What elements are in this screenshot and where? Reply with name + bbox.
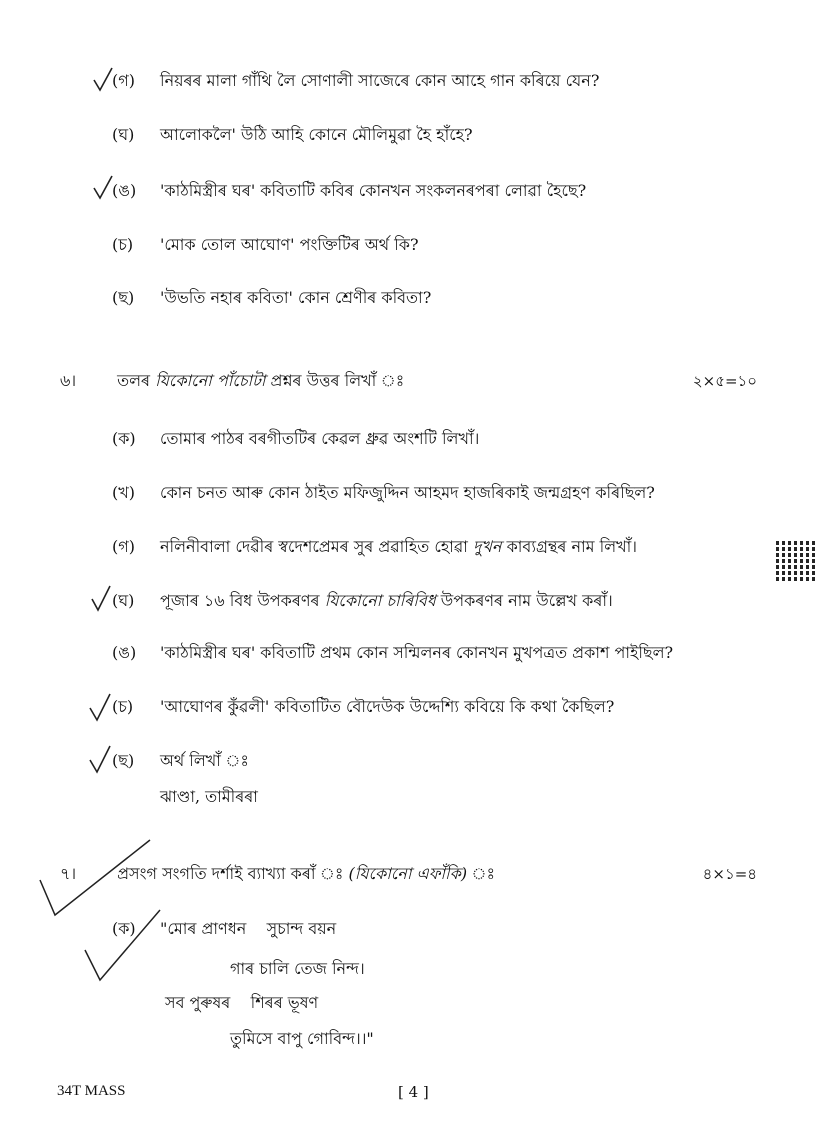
item-text: আলোকলৈ' উঠি আহি কোনে মৌলিমুৱা হৈ হাঁহে? xyxy=(160,125,473,144)
handwritten-tick-icon xyxy=(92,66,114,92)
question-item xyxy=(112,287,431,309)
verse-line: "মোৰ প্ৰাণধন সুচান্দ বয়ন xyxy=(160,919,337,938)
handwritten-tick-icon xyxy=(92,174,114,200)
heading-text: প্ৰসংগ সংগতি দৰ্শাই ব্যাখ্যা কৰাঁ ঃ xyxy=(117,864,344,883)
question-item xyxy=(112,180,586,202)
handwritten-tick-icon xyxy=(88,692,112,722)
question-item xyxy=(112,70,599,92)
heading-text: তলৰ xyxy=(117,371,151,390)
item-label: (ঘ) xyxy=(112,125,135,144)
item-label: (খ) xyxy=(112,483,135,502)
question-item xyxy=(112,696,614,718)
question-item xyxy=(112,536,637,558)
question-number: ৬। xyxy=(60,371,77,390)
item-text: অৰ্থ লিখাঁ ঃ xyxy=(160,751,249,770)
item-text: কোন চনত আৰু কোন ঠাইত মফিজুদ্দিন আহমদ হাজৰিকাই জন্মগ্ৰহণ কৰিছিল? xyxy=(160,483,655,502)
item-text: 'মোক তোল আঘোণ' পংক্তিটিৰ অৰ্থ কি? xyxy=(160,235,419,254)
item-text: 'উভতি নহাৰ কবিতা' কোন শ্ৰেণীৰ কবিতা? xyxy=(160,288,432,307)
heading-emphasis: (যিকোনো এফাঁকি) xyxy=(348,864,468,883)
item-label: (গ) xyxy=(112,537,135,556)
verse-line: সব পুৰুষৰ শিৰৰ ভূষণ xyxy=(165,993,319,1012)
handwritten-tick-icon xyxy=(90,584,112,612)
item-emphasis: যিকোনো চাৰিবিধ xyxy=(324,591,436,610)
marks: ২×৫=১০ xyxy=(692,372,757,390)
item-text: কাব্যগ্ৰন্থৰ নাম লিখাঁ। xyxy=(506,537,638,556)
heading-emphasis: যিকোনো পাঁচোটা xyxy=(155,371,266,390)
marks: ৪×১=৪ xyxy=(702,865,757,883)
question-item xyxy=(112,124,473,146)
verse-line: গাৰ চালি তেজ নিন্দ। xyxy=(230,959,365,978)
item-label: (ছ) xyxy=(112,751,135,770)
item-label: (ঙ) xyxy=(112,181,137,200)
item-text: পূজাৰ ১৬ বিধ উপকৰণৰ xyxy=(160,591,320,610)
item-subtext: ঝাণ্ডা, তামীৰৰা xyxy=(160,787,258,806)
item-text: তোমাৰ পাঠৰ বৰগীতটিৰ কেৱল ধ্ৰুৱ অংশটি লিখাঁ। xyxy=(160,429,480,448)
question-number: ৭। xyxy=(60,864,77,883)
item-text: নলিনীবালা দেৱীৰ স্বদেশপ্ৰেমৰ সুৰ প্ৰৱাহিত হোৱা xyxy=(160,537,468,556)
item-text: 'কাঠমিস্ত্রীৰ ঘৰ' কবিতাটি প্ৰথম কোন সন্মিলনৰ কোনখন মুখপত্ৰত প্ৰকাশ পাইছিল? xyxy=(160,643,674,662)
item-label: (ছ) xyxy=(112,288,135,307)
item-text: 'কাঠমিস্ত্রীৰ ঘৰ' কবিতাটি কবিৰ কোনখন সংকলনৰপৰা লোৱা হৈছে? xyxy=(160,181,587,200)
question-7-heading xyxy=(60,863,495,885)
item-text: নিয়ৰৰ মালা গাঁথি লৈ সোণালী সাজেৰে কোন আহে গান কৰিয়ে যেন? xyxy=(160,71,600,90)
question-6-heading xyxy=(60,370,404,392)
question-item xyxy=(112,234,419,256)
question-item xyxy=(112,428,479,450)
question-item xyxy=(112,642,673,664)
handwritten-tick-icon xyxy=(88,744,112,774)
item-label: (ঙ) xyxy=(112,643,137,662)
qr-code xyxy=(776,541,816,581)
item-label: (ক) xyxy=(112,429,136,448)
question-item xyxy=(112,590,613,612)
page-number: [ 4 ] xyxy=(398,1083,429,1101)
question-item xyxy=(112,750,249,772)
question-item xyxy=(112,482,655,504)
heading-text: প্ৰশ্নৰ উত্তৰ লিখাঁ ঃ xyxy=(270,371,405,390)
item-label: (চ) xyxy=(112,697,134,716)
handwritten-tick-marks xyxy=(20,820,180,990)
item-label: (ঘ) xyxy=(112,591,135,610)
item-label: (চ) xyxy=(112,235,134,254)
item-text: উপকৰণৰ নাম উল্লেখ কৰাঁ। xyxy=(440,591,613,610)
item-emphasis: দুখন xyxy=(473,537,502,556)
item-label: (ক) xyxy=(112,919,136,938)
item-label: (গ) xyxy=(112,71,135,90)
item-text: 'আঘোণৰ কুঁৱলী' কবিতাটিত বৌদেউক উদ্দেশ্যি কবিয়ে কি কথা কৈছিল? xyxy=(160,697,615,716)
question-item xyxy=(112,918,336,940)
paper-code: 34T MASS xyxy=(57,1083,126,1099)
verse-line: তুমিসে বাপু গোবিন্দ।।" xyxy=(230,1029,374,1048)
